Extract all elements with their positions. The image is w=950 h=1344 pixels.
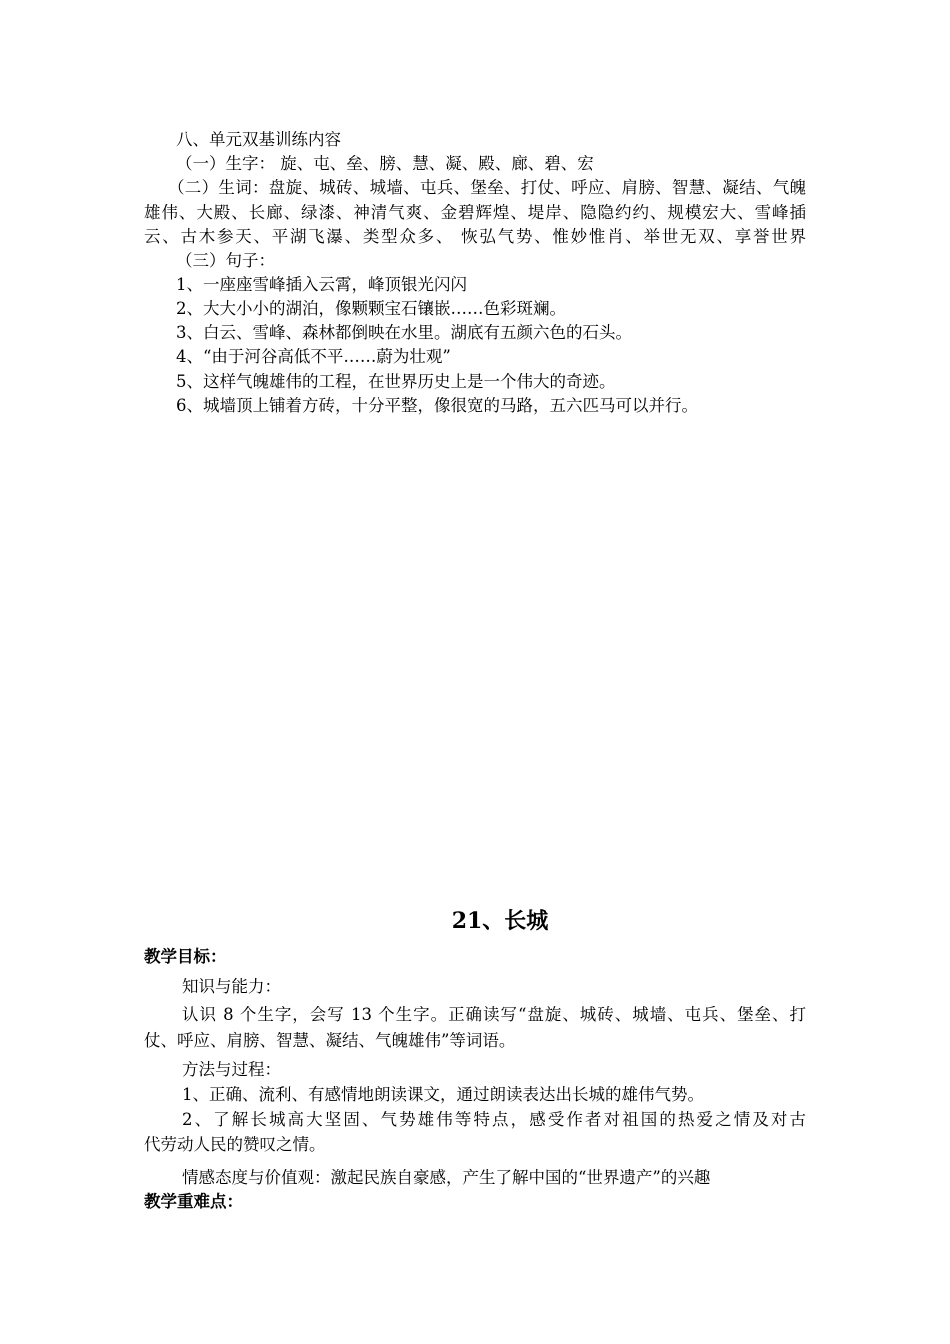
- section-heading: 八、单元双基训练内容: [176, 130, 341, 149]
- lesson-title: 21、长城: [451, 908, 549, 934]
- sentence-item: 6、城墙顶上铺着方砖，十分平整，像很宽的马路，五六匹马可以并行。: [176, 396, 698, 415]
- sentences-label: （三）句子：: [176, 251, 275, 270]
- difficulty-heading: 教学重难点：: [144, 1192, 243, 1211]
- new-words-line: 云、古木参天、平湖飞瀑、类型众多、 恢弘气势、惟妙惟肖、举世无双、享誉世界: [144, 227, 806, 246]
- goals-heading: 教学目标：: [144, 947, 227, 966]
- knowledge-label: 知识与能力：: [182, 977, 281, 996]
- sentence-item: 1、一座座雪峰插入云霄，峰顶银光闪闪: [176, 275, 467, 294]
- new-words-line: 雄伟、大殿、长廊、绿漆、神清气爽、金碧辉煌、堤岸、隐隐约约、规模宏大、雪峰插: [144, 203, 806, 222]
- sentence-item: 5、这样气魄雄伟的工程，在世界历史上是一个伟大的奇迹。: [176, 372, 616, 391]
- method-item: 1、正确、流利、有感情地朗读课文，通过朗读表达出长城的雄伟气势。: [182, 1085, 704, 1104]
- knowledge-text: 认识 8 个生字，会写 13 个生字。正确读写“盘旋、城砖、城墙、屯兵、堡垒、打: [182, 1005, 806, 1024]
- new-words-line: （二）生词：盘旋、城砖、城墙、屯兵、堡垒、打仗、呼应、肩膀、智慧、凝结、气魄: [168, 178, 806, 197]
- sentence-item: 2、大大小小的湖泊，像颗颗宝石镶嵌……色彩斑斓。: [176, 299, 566, 318]
- method-label: 方法与过程：: [182, 1060, 281, 1079]
- method-item: 代劳动人民的赞叹之情。: [144, 1135, 326, 1154]
- new-characters-line: （一）生字： 旋、屯、垒、膀、慧、凝、殿、廊、碧、宏: [176, 154, 594, 173]
- emotion-goal: 情感态度与价值观：激起民族自豪感，产生了解中国的“世界遗产”的兴趣: [182, 1168, 711, 1187]
- knowledge-text: 仗、呼应、肩膀、智慧、凝结、气魄雄伟”等词语。: [144, 1031, 516, 1050]
- sentence-item: 4、“由于河谷高低不平……蔚为壮观”: [176, 347, 451, 366]
- method-item: 2、了解长城高大坚固、气势雄伟等特点，感受作者对祖国的热爱之情及对古: [182, 1110, 806, 1129]
- sentence-item: 3、白云、雪峰、森林都倒映在水里。湖底有五颜六色的石头。: [176, 323, 632, 342]
